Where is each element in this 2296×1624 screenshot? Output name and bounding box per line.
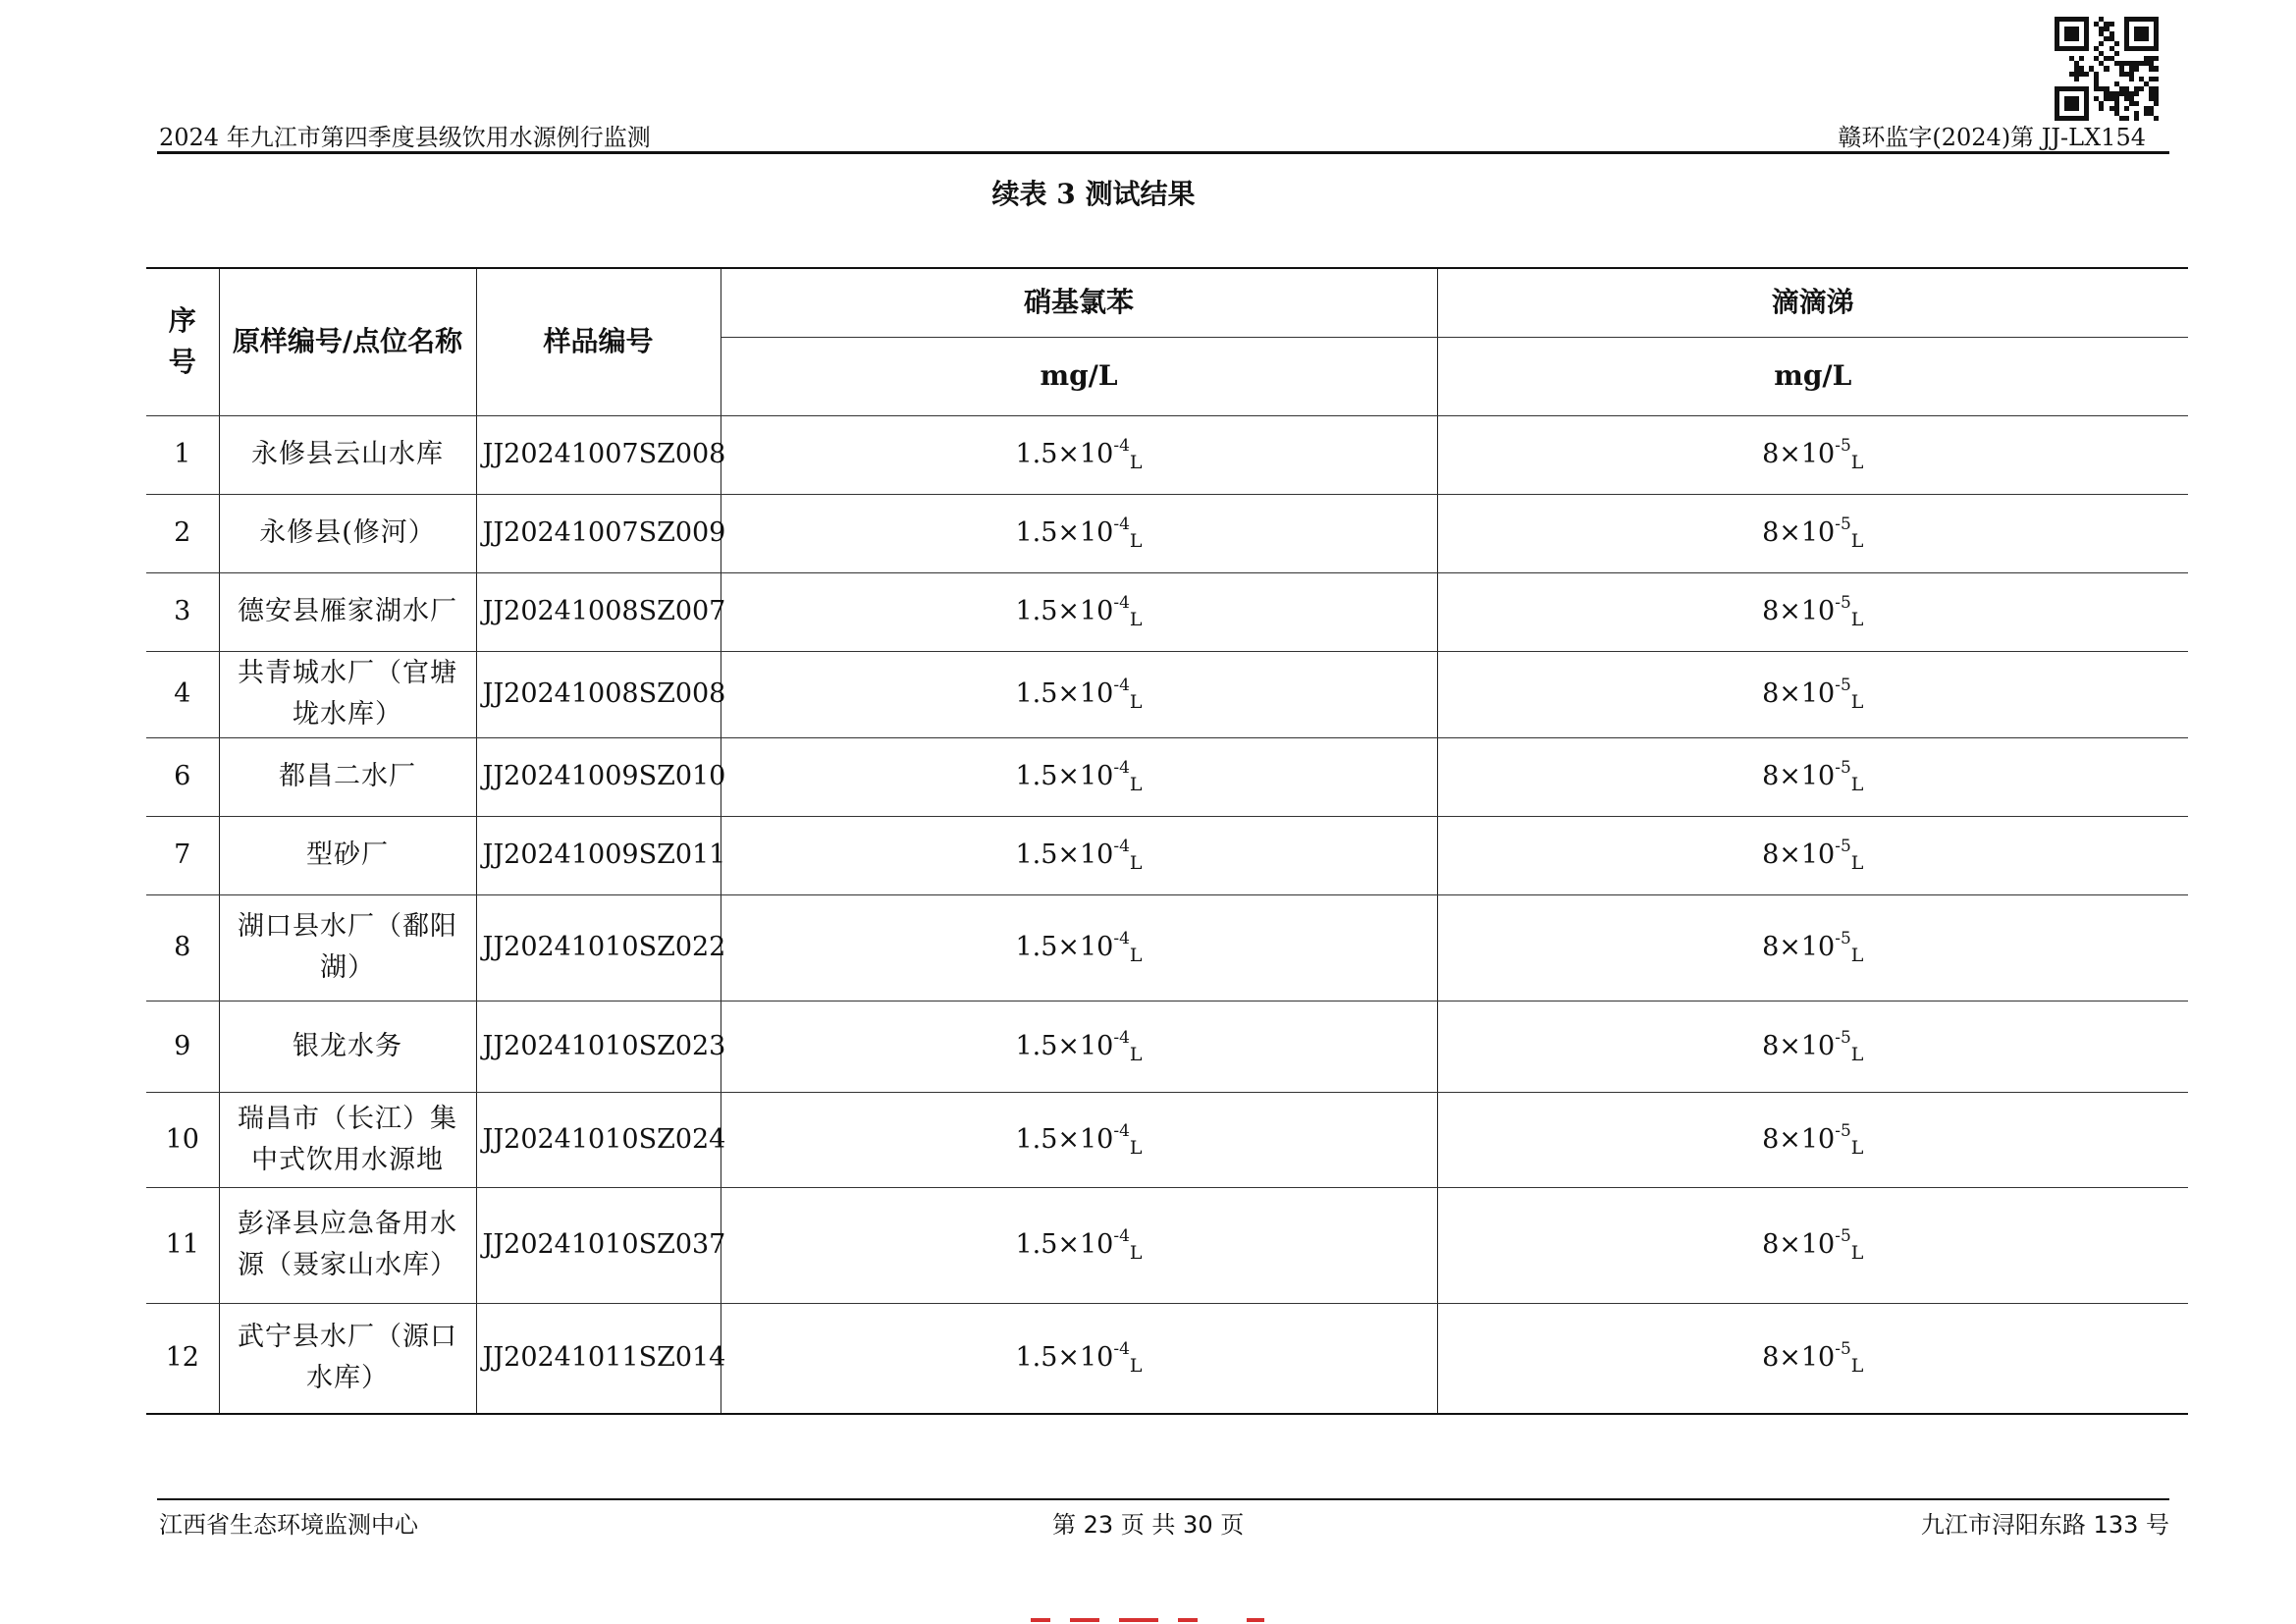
row-sample-id: JJ20241009SZ010 xyxy=(476,737,721,816)
value-flag: L xyxy=(1850,530,1864,552)
value-exponent: -5 xyxy=(1835,593,1851,613)
value-base: 8×10 xyxy=(1762,596,1836,626)
row-sample-id: JJ20241007SZ008 xyxy=(476,415,721,494)
row-site-name: 型砂厂 xyxy=(219,816,476,894)
value-exponent: -4 xyxy=(1113,436,1130,456)
value-base: 1.5×10 xyxy=(1015,1229,1114,1260)
value-exponent: -5 xyxy=(1835,1027,1851,1048)
row-seq: 7 xyxy=(146,816,219,894)
value-flag: L xyxy=(1850,1242,1864,1264)
value-base: 1.5×10 xyxy=(1015,839,1114,870)
value-base: 8×10 xyxy=(1762,1030,1836,1061)
row-site-name: 都昌二水厂 xyxy=(219,737,476,816)
value-flag: L xyxy=(1129,1242,1143,1264)
value-exponent: -5 xyxy=(1835,837,1851,856)
value-flag: L xyxy=(1129,774,1143,795)
row-site-name: 永修县(修河） xyxy=(219,494,476,572)
row-value-ddt xyxy=(1437,1001,2188,1092)
value-base: 1.5×10 xyxy=(1015,1030,1114,1061)
value-flag: L xyxy=(1129,691,1143,713)
row-seq: 11 xyxy=(146,1187,219,1303)
row-seq: 9 xyxy=(146,1001,219,1092)
row-value-nitrochlorobenzene xyxy=(721,737,1437,816)
value-exponent: -5 xyxy=(1835,1226,1851,1246)
row-value-nitrochlorobenzene xyxy=(721,1303,1437,1414)
value-exponent: -5 xyxy=(1835,929,1851,948)
value-flag: L xyxy=(1850,945,1864,966)
row-site-name: 彭泽县应急备用水源（聂家山水库） xyxy=(219,1187,476,1303)
value-base: 1.5×10 xyxy=(1015,596,1114,626)
header-sample: 样品编号 xyxy=(476,268,721,415)
row-value-ddt xyxy=(1437,816,2188,894)
row-sample-id: JJ20241010SZ022 xyxy=(476,894,721,1001)
row-sample-id: JJ20241008SZ008 xyxy=(476,651,721,737)
value-base: 8×10 xyxy=(1762,1229,1836,1260)
row-seq: 8 xyxy=(146,894,219,1001)
value-exponent: -4 xyxy=(1113,758,1130,778)
value-flag: L xyxy=(1850,1136,1864,1159)
row-value-ddt xyxy=(1437,894,2188,1001)
header-unit: mg/L xyxy=(1437,337,2188,415)
value-flag: L xyxy=(1129,452,1143,473)
value-exponent: -4 xyxy=(1113,676,1130,695)
value-exponent: -4 xyxy=(1113,929,1130,948)
row-value-nitrochlorobenzene xyxy=(721,415,1437,494)
value-base: 1.5×10 xyxy=(1015,678,1114,709)
row-site-name: 武宁县水厂（源口水库） xyxy=(219,1303,476,1414)
value-exponent: -5 xyxy=(1835,436,1851,456)
value-flag: L xyxy=(1129,1355,1143,1378)
header-name: 原样编号/点位名称 xyxy=(219,268,476,415)
value-exponent: -4 xyxy=(1113,837,1130,856)
row-seq: 3 xyxy=(146,572,219,651)
header-seq xyxy=(146,268,219,415)
row-sample-id: JJ20241007SZ009 xyxy=(476,494,721,572)
value-exponent: -4 xyxy=(1113,1120,1130,1141)
value-flag: L xyxy=(1129,609,1143,630)
value-exponent: -4 xyxy=(1113,1339,1130,1360)
value-exponent: -5 xyxy=(1835,1339,1851,1360)
row-seq: 4 xyxy=(146,651,219,737)
page-header xyxy=(157,116,2169,154)
value-flag: L xyxy=(1850,452,1864,473)
row-value-nitrochlorobenzene xyxy=(721,816,1437,894)
value-base: 1.5×10 xyxy=(1015,439,1114,469)
stamp-edge xyxy=(1031,1618,1276,1624)
row-site-name: 共青城水厂（官塘垅水库） xyxy=(219,651,476,737)
row-value-nitrochlorobenzene xyxy=(721,1001,1437,1092)
value-flag: L xyxy=(1129,530,1143,552)
value-flag: L xyxy=(1850,774,1864,795)
header-param-ddt: 滴滴涕 xyxy=(1437,268,2188,337)
header-unit: mg/L xyxy=(721,337,1437,415)
value-base: 8×10 xyxy=(1762,1342,1836,1374)
row-sample-id: JJ20241011SZ014 xyxy=(476,1303,721,1414)
value-base: 8×10 xyxy=(1762,932,1836,962)
row-value-ddt xyxy=(1437,572,2188,651)
row-value-nitrochlorobenzene xyxy=(721,1092,1437,1187)
row-sample-id: JJ20241010SZ037 xyxy=(476,1187,721,1303)
row-seq: 1 xyxy=(146,415,219,494)
page-footer xyxy=(157,1498,2169,1545)
results-table xyxy=(146,267,2188,1415)
value-flag: L xyxy=(1129,1136,1143,1159)
table-row xyxy=(146,1092,2188,1187)
qr-code-icon xyxy=(2055,17,2159,121)
row-value-ddt xyxy=(1437,1187,2188,1303)
value-base: 8×10 xyxy=(1762,761,1836,791)
header-row xyxy=(146,268,2188,337)
table-row xyxy=(146,1303,2188,1414)
footer-address: 九江市浔阳东路 133 号 xyxy=(1920,1511,2169,1539)
row-sample-id: JJ20241010SZ024 xyxy=(476,1092,721,1187)
row-value-nitrochlorobenzene xyxy=(721,651,1437,737)
row-seq: 6 xyxy=(146,737,219,816)
row-sample-id: JJ20241009SZ011 xyxy=(476,816,721,894)
header-seq-char: 序 xyxy=(168,304,196,338)
footer-organization: 江西省生态环境监测中心 xyxy=(159,1511,418,1539)
table-title: 续表 3 测试结果 xyxy=(991,178,1196,210)
value-flag: L xyxy=(1129,945,1143,966)
report-number: 赣环监字(2024)第 JJ-LX154 xyxy=(1838,124,2146,151)
table-row xyxy=(146,1187,2188,1303)
value-base: 8×10 xyxy=(1762,839,1836,870)
value-flag: L xyxy=(1850,691,1864,713)
table-row xyxy=(146,894,2188,1001)
row-value-nitrochlorobenzene xyxy=(721,894,1437,1001)
row-seq: 12 xyxy=(146,1303,219,1414)
value-flag: L xyxy=(1850,609,1864,630)
value-base: 8×10 xyxy=(1762,439,1836,469)
value-flag: L xyxy=(1850,1043,1864,1065)
table-row xyxy=(146,415,2188,494)
value-exponent: -4 xyxy=(1113,514,1130,534)
row-seq: 10 xyxy=(146,1092,219,1187)
row-value-ddt xyxy=(1437,494,2188,572)
value-flag: L xyxy=(1129,1043,1143,1065)
value-base: 1.5×10 xyxy=(1015,517,1114,548)
table-row xyxy=(146,572,2188,651)
report-title: 2024 年九江市第四季度县级饮用水源例行监测 xyxy=(159,124,651,151)
row-site-name: 永修县云山水库 xyxy=(219,415,476,494)
value-base: 8×10 xyxy=(1762,517,1836,548)
table-row xyxy=(146,651,2188,737)
row-site-name: 湖口县水厂（鄱阳湖） xyxy=(219,894,476,1001)
value-exponent: -4 xyxy=(1113,1226,1130,1246)
value-flag: L xyxy=(1850,1355,1864,1378)
value-base: 1.5×10 xyxy=(1015,761,1114,791)
row-value-ddt xyxy=(1437,651,2188,737)
row-sample-id: JJ20241010SZ023 xyxy=(476,1001,721,1092)
value-flag: L xyxy=(1850,852,1864,874)
row-value-nitrochlorobenzene xyxy=(721,572,1437,651)
table-row xyxy=(146,494,2188,572)
value-base: 8×10 xyxy=(1762,678,1836,709)
row-site-name: 银龙水务 xyxy=(219,1001,476,1092)
row-seq: 2 xyxy=(146,494,219,572)
value-flag: L xyxy=(1129,852,1143,874)
value-base: 1.5×10 xyxy=(1015,1342,1114,1374)
row-value-ddt xyxy=(1437,737,2188,816)
page-number: 第 23 页 共 30 页 xyxy=(1052,1511,1245,1539)
table-row xyxy=(146,1001,2188,1092)
row-value-ddt xyxy=(1437,1303,2188,1414)
row-value-ddt xyxy=(1437,1092,2188,1187)
row-value-nitrochlorobenzene xyxy=(721,494,1437,572)
value-exponent: -5 xyxy=(1835,758,1851,778)
row-value-nitrochlorobenzene xyxy=(721,1187,1437,1303)
row-value-ddt xyxy=(1437,415,2188,494)
value-exponent: -4 xyxy=(1113,593,1130,613)
header-param-nitrochlorobenzene: 硝基氯苯 xyxy=(721,268,1437,337)
row-site-name: 瑞昌市（长江）集中式饮用水源地 xyxy=(219,1092,476,1187)
value-exponent: -5 xyxy=(1835,676,1851,695)
value-base: 1.5×10 xyxy=(1015,932,1114,962)
row-sample-id: JJ20241008SZ007 xyxy=(476,572,721,651)
value-exponent: -5 xyxy=(1835,1120,1851,1141)
row-site-name: 德安县雁家湖水厂 xyxy=(219,572,476,651)
value-exponent: -5 xyxy=(1835,514,1851,534)
header-seq-char: 号 xyxy=(168,346,196,379)
value-base: 8×10 xyxy=(1762,1123,1836,1155)
table-row xyxy=(146,816,2188,894)
value-base: 1.5×10 xyxy=(1015,1123,1114,1155)
table-row xyxy=(146,737,2188,816)
value-exponent: -4 xyxy=(1113,1027,1130,1048)
